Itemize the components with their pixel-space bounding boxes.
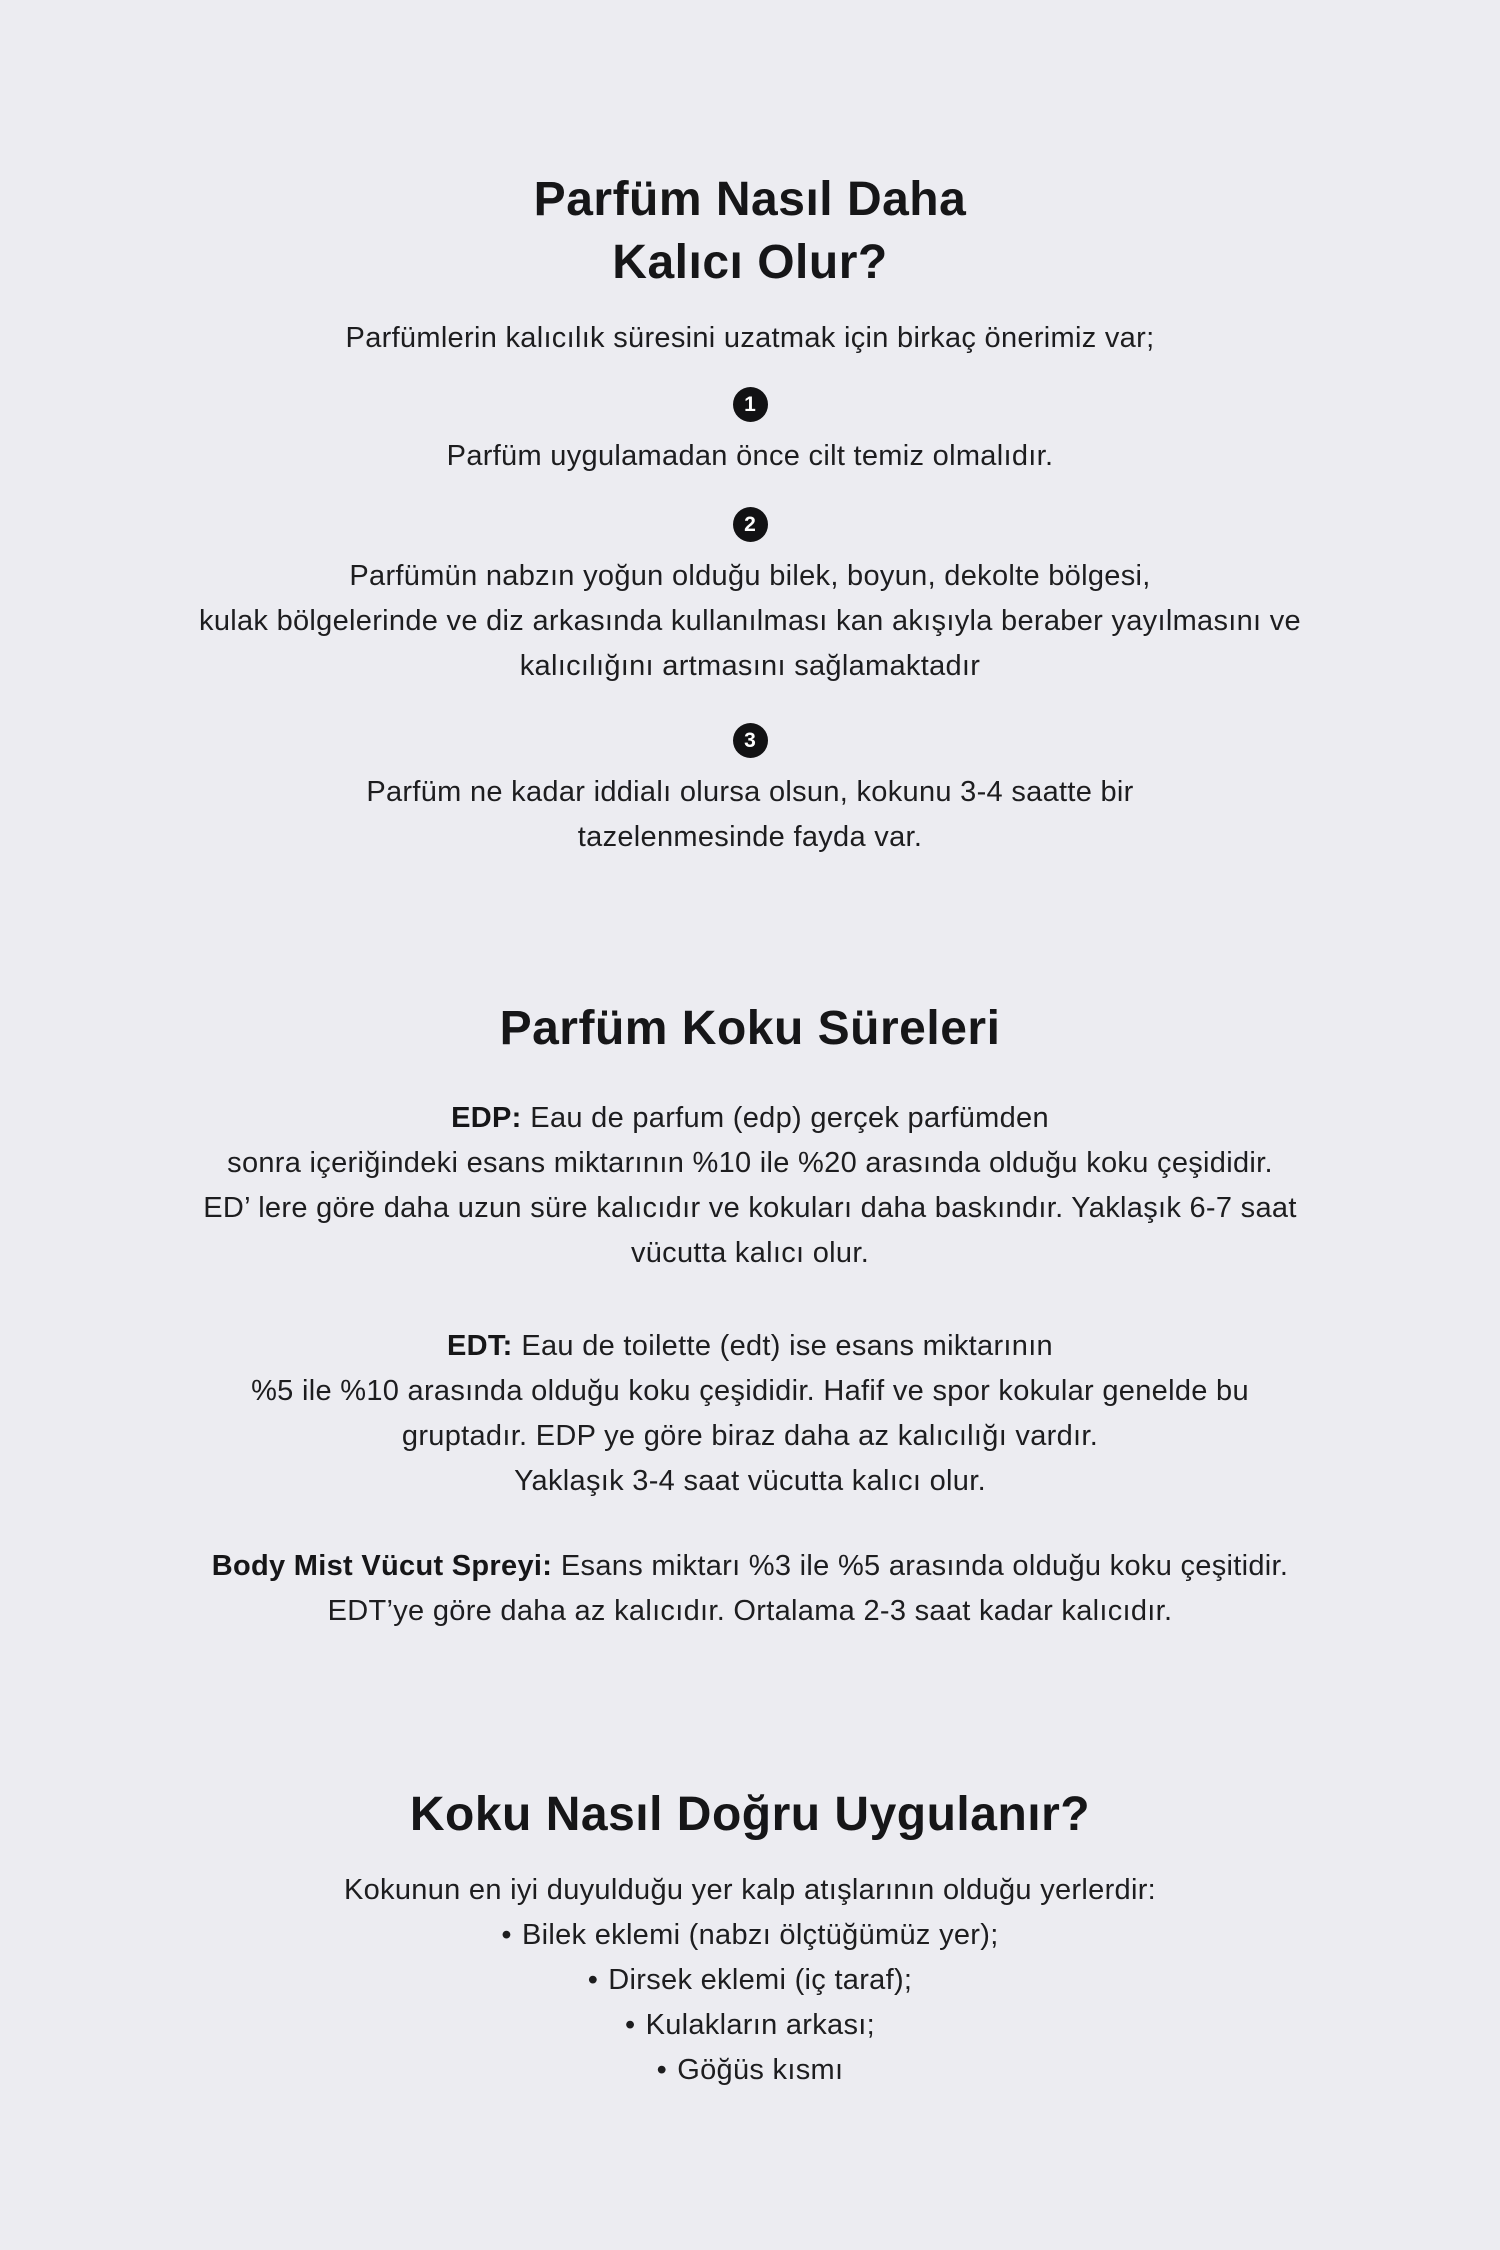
tip-3 xyxy=(0,723,1500,860)
tip-1-number-wrap xyxy=(0,387,1500,422)
edt-label: EDT: xyxy=(447,1330,513,1362)
tip-2-text xyxy=(0,554,1500,689)
edp-label: EDP: xyxy=(451,1102,522,1134)
tip-1-text xyxy=(0,434,1500,479)
bullet-icon: • xyxy=(624,2009,636,2041)
body-mist-label: Body Mist Vücut Spreyi: xyxy=(211,1550,553,1582)
tip-2-number-wrap xyxy=(0,507,1500,542)
edp-entry-line: vücutta kalıcı olur. xyxy=(630,1237,870,1269)
body-mist-entry-line xyxy=(0,1544,1500,1589)
edp-entry-line: sonra içeriğindeki esans miktarının %10 ile %20 arasında olduğu koku çeşididir. xyxy=(227,1147,1273,1179)
application-bullet xyxy=(0,1958,1500,2003)
edp-entry xyxy=(0,1096,1500,1276)
tip-2-line: kalıcılığını artmasını sağlamaktadır xyxy=(519,650,981,682)
body-mist-entry xyxy=(0,1544,1500,1634)
edp-entry-line: ED’ lere göre daha uzun süre kalıcıdır ve kokuları daha baskındır. Yaklaşık 6-7 saat xyxy=(203,1192,1297,1224)
tip-2-line: kulak bölgelerinde ve diz arkasında kullanılması kan akışıyla beraber yayılmasını ve xyxy=(199,605,1301,637)
tip-2 xyxy=(0,507,1500,689)
body-mist-line-text: Esans miktarı %3 ile %5 arasında olduğu koku çeşitidir. xyxy=(560,1550,1289,1582)
tip-3-line: Parfüm ne kadar iddialı olursa olsun, kokunu 3-4 saatte bir xyxy=(366,776,1134,808)
application-bullet-text: Kulakların arkası; xyxy=(645,2009,876,2041)
application-bullet xyxy=(0,2003,1500,2048)
tip-3-number-badge: 3 xyxy=(733,723,768,758)
tip-2-line: Parfümün nabzın yoğun olduğu bilek, boyun, dekolte bölgesi, xyxy=(349,560,1151,592)
bullet-icon: • xyxy=(587,1964,599,1996)
tip-3-number-wrap xyxy=(0,723,1500,758)
application-bullet xyxy=(0,1913,1500,1958)
durations-heading: Parfüm Koku Süreleri xyxy=(499,1002,1001,1055)
edt-entry xyxy=(0,1324,1500,1504)
application-bullet-text: Göğüs kısmı xyxy=(677,2054,844,2086)
page-title-line: Kalıcı Olur? xyxy=(612,236,888,289)
bullet-icon: • xyxy=(656,2054,668,2086)
body-mist-entry-line: EDT’ye göre daha az kalıcıdır. Ortalama 2-3 saat kadar kalıcıdır. xyxy=(327,1595,1173,1627)
edt-line-text: Eau de toilette (edt) ise esans miktarının xyxy=(521,1330,1053,1362)
tip-2-number-badge: 2 xyxy=(733,507,768,542)
application-bullet-text: Dirsek eklemi (iç taraf); xyxy=(608,1964,913,1996)
page-title xyxy=(0,168,1500,294)
edp-line-text: Eau de parfum (edp) gerçek parfümden xyxy=(530,1102,1049,1134)
application-intro: Kokunun en iyi duyulduğu yer kalp atışlarının olduğu yerlerdir: xyxy=(343,1874,1157,1906)
edp-entry-line xyxy=(0,1096,1500,1141)
page-title-line: Parfüm Nasıl Daha xyxy=(533,173,967,226)
application-bullet-text: Bilek eklemi (nabzı ölçtüğümüz yer); xyxy=(522,1919,999,1951)
edt-entry-line: Yaklaşık 3-4 saat vücutta kalıcı olur. xyxy=(514,1465,986,1497)
tip-1-number-badge: 1 xyxy=(733,387,768,422)
tip-3-line: tazelenmesinde fayda var. xyxy=(577,821,923,853)
tip-1-line: Parfüm uygulamadan önce cilt temiz olmalıdır. xyxy=(446,440,1054,472)
edt-entry-line: gruptadır. EDP ye göre biraz daha az kalıcılığı vardır. xyxy=(401,1420,1099,1452)
tip-3-text xyxy=(0,770,1500,860)
application-heading: Koku Nasıl Doğru Uygulanır? xyxy=(409,1788,1091,1841)
longevity-subtitle: Parfümlerin kalıcılık süresini uzatmak için birkaç önerimiz var; xyxy=(345,322,1155,354)
edt-entry-line xyxy=(0,1324,1500,1369)
edt-entry-line: %5 ile %10 arasında olduğu koku çeşididir. Hafif ve spor kokular genelde bu xyxy=(251,1375,1249,1407)
tip-1 xyxy=(0,387,1500,479)
application-body xyxy=(0,1868,1500,2093)
bullet-icon: • xyxy=(501,1919,512,1951)
application-bullet xyxy=(0,2048,1500,2093)
